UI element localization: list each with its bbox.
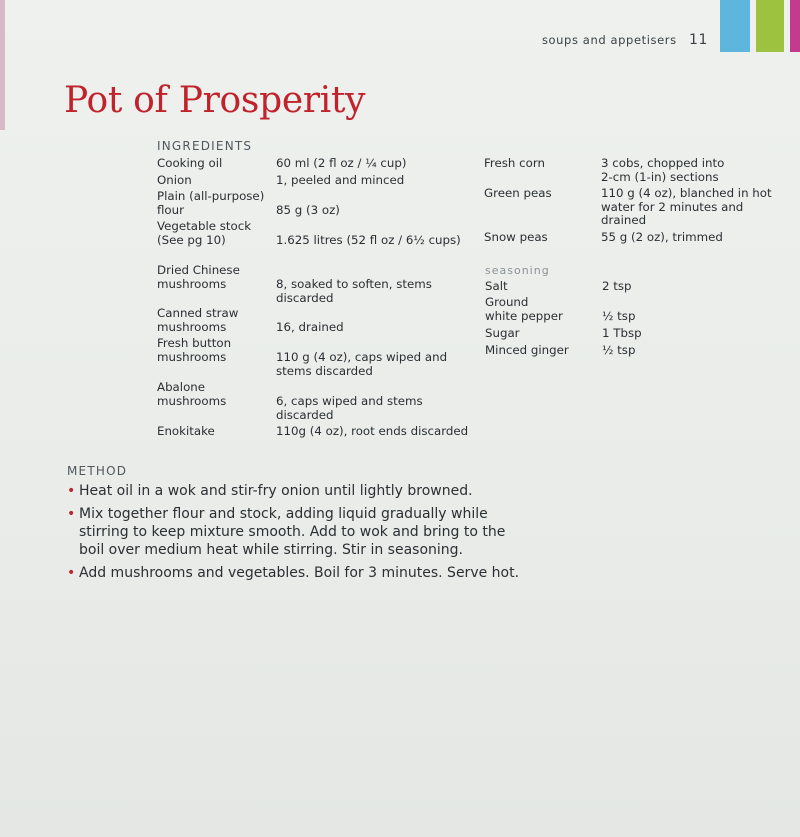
seasoning-heading: seasoning (485, 264, 550, 277)
ingredient-name: Cooking oil (157, 156, 223, 170)
ingredient-quantity: 8, soaked to soften, stems discarded (276, 277, 432, 305)
method-step: • Mix together flour and stock, adding liquid gradually while stirring to keep mixture smooth. Add to wok and bring to the boil over medium heat while stirring. Stir in seasoning. (67, 505, 527, 559)
ingredient-name: Abalone mushrooms (157, 380, 227, 408)
ingredients-heading: INGREDIENTS (157, 139, 253, 153)
seasoning-quantity: ½ tsp (602, 309, 636, 323)
ingredient-name: Fresh button mushrooms (157, 336, 232, 364)
ingredient-name: Snow peas (484, 230, 548, 244)
recipe-title: Pot of Prosperity (64, 80, 366, 121)
blue-tab (720, 0, 750, 52)
method-list (67, 482, 527, 587)
page-number: 11 (688, 32, 708, 48)
running-header (542, 32, 708, 48)
ingredient-quantity: 3 cobs, chopped into 2-cm (1-in) sections (601, 156, 725, 184)
ingredient-quantity: 110 g (4 oz), blanched in hot water for 2 minutes and drained (601, 186, 772, 227)
seasoning-quantity: 1 Tbsp (602, 326, 642, 340)
ingredient-quantity: 110 g (4 oz), caps wiped and stems discarded (276, 350, 448, 378)
ingredient-quantity: 6, caps wiped and stems discarded (276, 394, 423, 422)
ingredient-quantity: 55 g (2 oz), trimmed (601, 230, 723, 244)
ingredient-name: Onion (157, 173, 192, 187)
ingredient-name: Enokitake (157, 424, 215, 438)
method-heading: METHOD (67, 464, 128, 478)
ingredient-quantity: 110g (4 oz), root ends discarded (276, 424, 469, 438)
seasoning-name: Ground white pepper (485, 295, 563, 323)
seasoning-quantity: 2 tsp (602, 279, 632, 293)
ingredient-name: Green peas (484, 186, 552, 200)
seasoning-name: Sugar (485, 326, 520, 340)
ingredient-quantity: 16, drained (276, 320, 344, 334)
color-tabs (720, 0, 800, 52)
ingredient-quantity: 60 ml (2 fl oz / ¼ cup) (276, 156, 407, 170)
page-edge-color-strip (0, 0, 5, 130)
ingredient-quantity: 85 g (3 oz) (276, 203, 340, 217)
ingredient-name: Fresh corn (484, 156, 545, 170)
seasoning-quantity: ½ tsp (602, 343, 636, 357)
seasoning-name: Salt (485, 279, 508, 293)
ingredient-quantity: 1.625 litres (52 fl oz / 6½ cups) (276, 233, 461, 247)
ingredient-name: Vegetable stock (See pg 10) (157, 219, 252, 247)
seasoning-name: Minced ginger (485, 343, 569, 357)
method-step: • Heat oil in a wok and stir-fry onion until lightly browned. (67, 482, 527, 500)
ingredient-name: Canned straw mushrooms (157, 306, 239, 334)
green-tab (756, 0, 784, 52)
ingredient-name: Plain (all-purpose) flour (157, 189, 265, 217)
method-step: • Add mushrooms and vegetables. Boil for 3 minutes. Serve hot. (67, 564, 527, 582)
ingredient-quantity: 1, peeled and minced (276, 173, 405, 187)
section-name: soups and appetisers (541, 33, 677, 47)
ingredient-name: Dried Chinese mushrooms (157, 263, 240, 291)
magenta-tab (790, 0, 800, 52)
